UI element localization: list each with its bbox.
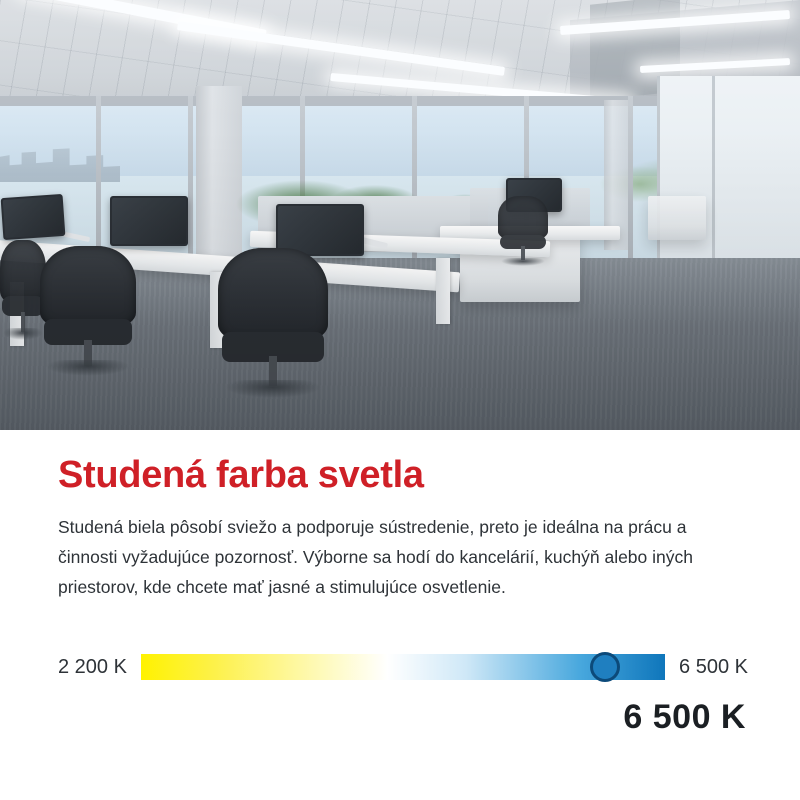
scale-min-label: 2 200 K <box>58 655 127 678</box>
monitor <box>110 196 188 246</box>
window-mullion <box>188 96 193 266</box>
desk-leg <box>436 258 450 324</box>
temperature-gradient-slider[interactable] <box>141 654 665 680</box>
office-chair <box>40 246 136 376</box>
window-mullion <box>628 96 633 266</box>
chair-base <box>46 360 130 376</box>
monitor <box>1 194 66 240</box>
page-title: Studená farba svetla <box>58 454 424 496</box>
scale-max-label: 6 500 K <box>679 655 748 678</box>
chair-back <box>218 248 328 341</box>
chair-base <box>501 258 545 266</box>
chair-base <box>225 380 322 398</box>
storage-cabinet <box>648 196 706 240</box>
chair-base <box>3 328 43 340</box>
chair-back <box>40 246 136 327</box>
window-mullion <box>96 96 101 266</box>
office-chair <box>218 248 328 398</box>
selected-temperature-value: 6 500 K <box>623 698 746 736</box>
chair-back <box>498 196 548 239</box>
slider-knob[interactable] <box>590 652 620 682</box>
office-chair <box>498 196 548 266</box>
text-section <box>0 430 800 800</box>
color-temperature-scale <box>58 648 748 686</box>
description-text: Studená biela pôsobí sviežo a podporuje sústredenie, preto je ideálna na prácu a činnosti vyžadujúce pozornosť. Výborne sa hodí do kancelárií, kuchýň alebo iných priestorov, kde chcete mať jasné a stimulujúce osvetlenie. <box>58 517 693 597</box>
